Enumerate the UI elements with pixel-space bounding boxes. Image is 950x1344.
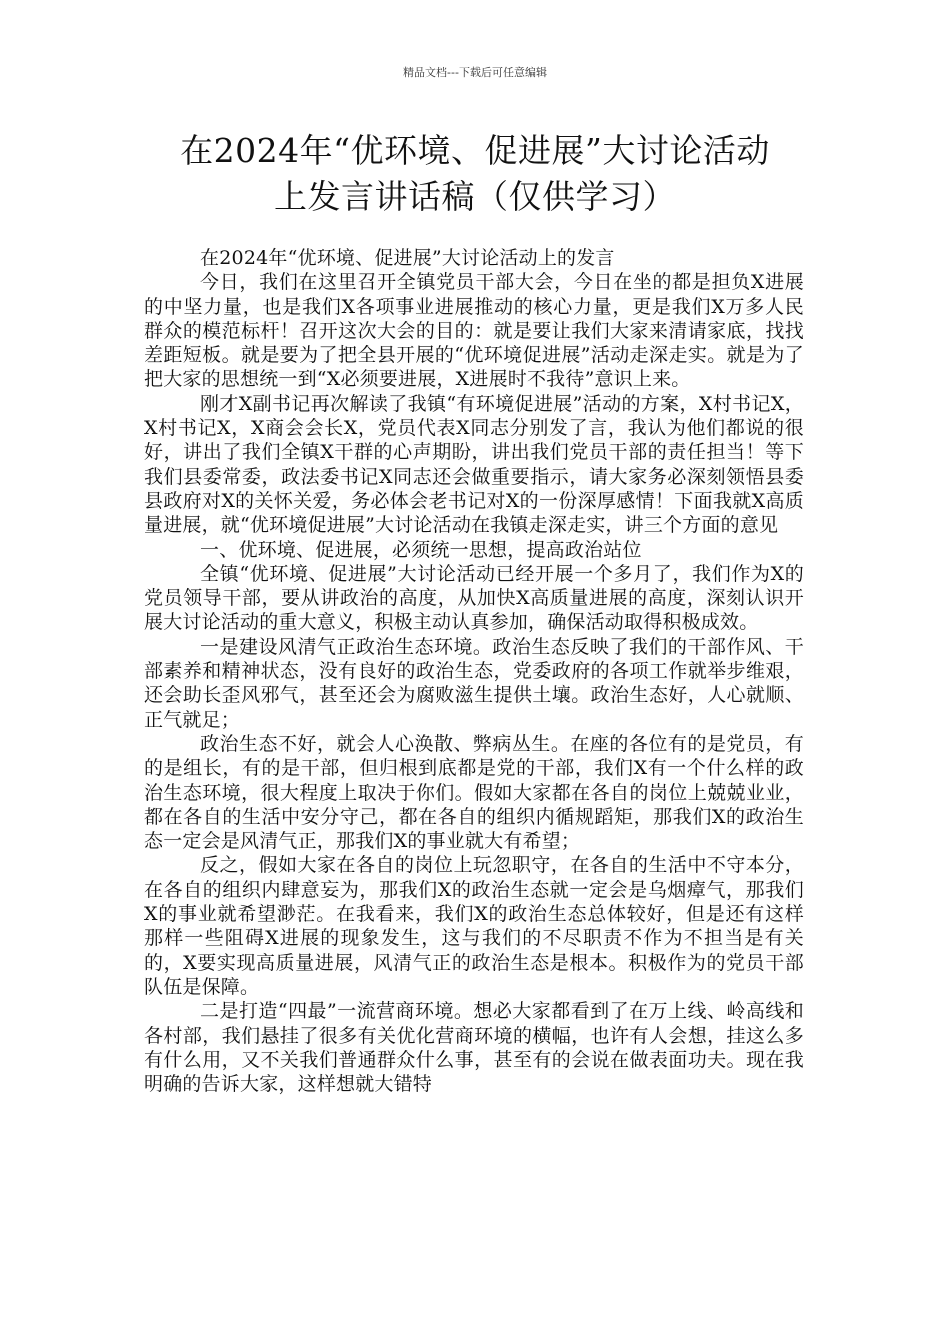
body-paragraph: 政治生态不好，就会人心涣散、弊病丛生。在座的各位有的是党员，有的是组长，有的是干部，但归根到底都是党的干部，我们X有一个什么样的政治生态环境，很大程度上取决于你们。假如大家都在各自的岗位上兢兢业业，都在各自的生活中安分守己，都在各自的组织内循规蹈矩，那我们X的政治生态一定会是风清气正，那我们X的事业就大有希望； — [144, 732, 804, 853]
document-title-line-1: 在2024年“优环境、促进展”大讨论活动 — [180, 131, 770, 170]
document-subheading: 在2024年“优环境、促进展”大讨论活动上的发言 — [200, 247, 615, 269]
body-paragraph: 反之，假如大家在各自的岗位上玩忽职守，在各自的生活中不守本分，在各自的组织内肆意妄为，那我们X的政治生态就一定会是乌烟瘴气，那我们X的事业就希望渺茫。在我看来，我们X的政治生态总体较好，但是还有这样那样一些阻碍X进展的现象发生，这与我们的不尽职责不作为不担当是有关的，X要实现高质量进展，风清气正的政治生态是根本。积极作为的党员干部队伍是保障。 — [144, 854, 804, 998]
document-body — [144, 246, 804, 1096]
body-paragraph: 全镇“优环境、促进展”大讨论活动已经开展一个多月了，我们作为X的党员领导干部，要从讲政治的高度，从加快X高质量进展的高度，深刻认识开展大讨论活动的重大意义，积极主动认真参加，确保活动取得积极成效。 — [144, 562, 804, 634]
body-paragraph: 一是建设风清气正政治生态环境。政治生态反映了我们的干部作风、干部素养和精神状态，没有良好的政治生态，党委政府的各项工作就举步维艰，还会助长歪风邪气，甚至还会为腐败滋生提供土壤。政治生态好，人心就顺、正气就足； — [144, 635, 804, 731]
page-header-note: 精品文档---下载后可任意编辑 — [403, 66, 547, 79]
body-paragraph: 刚才X副书记再次解读了我镇“有环境促进展”活动的方案，X村书记X，X村书记X，X商会会长X，党员代表X同志分别发了言，我认为他们都说的很好，讲出了我们全镇X干群的心声期盼，讲出我们党员干部的责任担当！等下我们县委常委，政法委书记X同志还会做重要指示，请大家务必深刻领悟县委县政府对X的关怀关爱，务必体会老书记对X的一份深厚感情！下面我就X高质量进展，就“优环境促进展”大讨论活动在我镇走深走实，讲三个方面的意见 — [144, 392, 804, 537]
section-heading: 一、优环境、促进展，必须统一思想，提高政治站位 — [200, 538, 642, 561]
document-title — [80, 128, 870, 220]
body-paragraph: 今日，我们在这里召开全镇党员干部大会，今日在坐的都是担负X进展的中坚力量，也是我们X各项事业进展推动的核心力量，更是我们X万多人民群众的模范标杆！召开这次大会的目的：就是要让我们大家来清请家底，找找差距短板。就是要为了把全县开展的“优环境促进展”活动走深走实。就是为了把大家的思想统一到“X必须要进展，X进展时不我待”意识上来。 — [144, 271, 804, 391]
document-title-line-2: 上发言讲话稿（仅供学习） — [274, 177, 676, 216]
body-paragraph: 二是打造“四最”一流营商环境。想必大家都看到了在万上线、岭高线和各村部，我们悬挂了很多有关优化营商环境的横幅，也许有人会想，挂这么多有什么用，又不关我们普通群众什么事，甚至有的会说在做表面功夫。现在我明确的告诉大家，这样想就大错特 — [144, 1000, 804, 1096]
